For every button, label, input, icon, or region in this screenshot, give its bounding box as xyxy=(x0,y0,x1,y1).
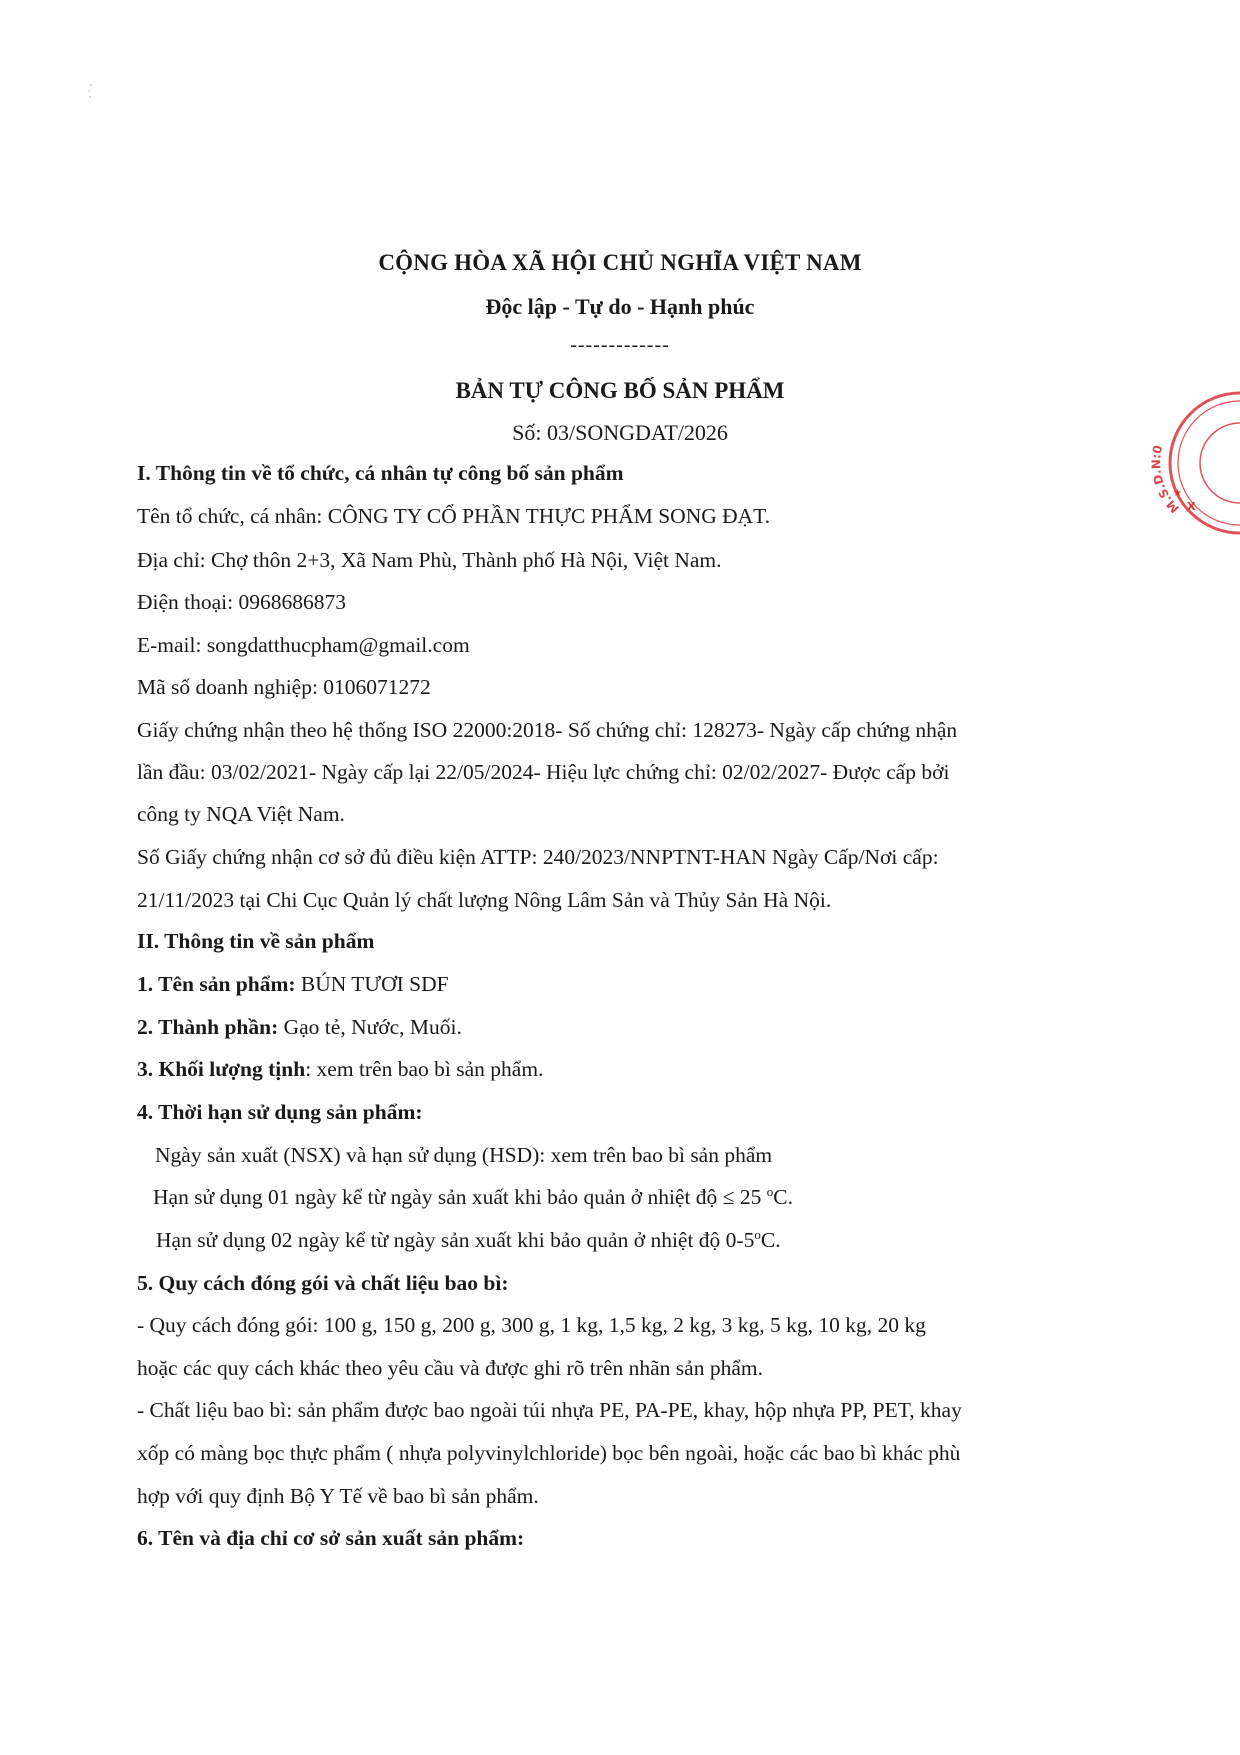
attp-certificate-line-1: Số Giấy chứng nhận cơ sở đủ điều kiện ATTP: 240/2023/NNPTNT-HAN Ngày Cấp/Nơi cấp: xyxy=(137,845,939,869)
packaging-line-3: - Chất liệu bao bì: sản phẩm được bao ngoài túi nhựa PE, PA-PE, khay, hộp nhựa PP, PET, khay xyxy=(137,1398,962,1422)
shelf-life-line-1: Ngày sản xuất (NSX) và hạn sử dụng (HSD): xem trên bao bì sản phẩm xyxy=(155,1143,773,1167)
motto: Độc lập - Tự do - Hạnh phúc xyxy=(485,294,755,319)
packaging-line-1: - Quy cách đóng gói: 100 g, 150 g, 200 g, 300 g, 1 kg, 1,5 kg, 2 kg, 3 kg, 5 kg, 10 kg, 20 kg xyxy=(137,1313,926,1337)
phone-line: Điện thoại: 0968686873 xyxy=(137,590,347,614)
packaging-line-5: hợp với quy định Bộ Y Tế về bao bì sản phẩm. xyxy=(137,1484,539,1508)
shelf-life-heading: 4. Thời hạn sử dụng sản phẩm: xyxy=(137,1100,423,1124)
shelf-life-line-3 xyxy=(156,1228,1140,1253)
ingredients-value: Gạo tẻ, Nước, Muối. xyxy=(278,1015,462,1039)
company-stamp xyxy=(1140,388,1240,538)
tax-code-line: Mã số doanh nghiệp: 0106071272 xyxy=(137,675,431,699)
ingredients-label: 2. Thành phần: xyxy=(137,1015,279,1039)
attp-certificate-line-2: 21/11/2023 tại Chi Cục Quản lý chất lượng Nông Lâm Sản và Thủy Sản Hà Nội. xyxy=(137,888,832,912)
section2-heading: II. Thông tin về sản phẩm xyxy=(137,929,375,953)
nation-title: CỘNG HÒA XÃ HỘI CHỦ NGHĨA VIỆT NAM xyxy=(378,250,862,275)
document-number: Số: 03/SONGDAT/2026 xyxy=(512,420,728,445)
packaging-heading: 5. Quy cách đóng gói và chất liệu bao bì: xyxy=(137,1271,509,1295)
packaging-line-2: hoặc các quy cách khác theo yêu cầu và được ghi rõ trên nhãn sản phẩm. xyxy=(137,1356,763,1380)
org-name-line: Tên tổ chức, cá nhân: CÔNG TY CỔ PHẦN THỰC PHẨM SONG ĐẠT. xyxy=(137,504,771,528)
celsius-unit: C. xyxy=(760,1228,781,1252)
packaging-line-4: xốp có màng bọc thực phẩm ( nhựa polyvinylchloride) bọc bên ngoài, hoặc các bao bì khác phù xyxy=(137,1441,961,1465)
celsius-unit: C. xyxy=(773,1185,793,1209)
iso-certificate-line-3: công ty NQA Việt Nam. xyxy=(137,802,345,826)
scan-speck xyxy=(86,82,96,100)
section1-heading: I. Thông tin về tổ chức, cá nhân tự công bố sản phẩm xyxy=(137,461,624,485)
degree-mark: o xyxy=(766,1183,774,1199)
stamp-text: M.S.D.N:0 xyxy=(1149,443,1183,516)
document-title: BẢN TỰ CÔNG BỐ SẢN PHẨM xyxy=(455,378,785,403)
stamp-star-icon: ★ xyxy=(1173,488,1182,499)
address-line: Địa chỉ: Chợ thôn 2+3, Xã Nam Phù, Thành phố Hà Nội, Việt Nam. xyxy=(137,548,722,572)
ingredients-row xyxy=(137,1015,1140,1040)
stamp-text-2: X xyxy=(1187,500,1196,513)
iso-certificate-line-2: lần đầu: 03/02/2021- Ngày cấp lại 22/05/2024- Hiệu lực chứng chỉ: 02/02/2027- Được cấp bởi xyxy=(137,760,950,784)
title-divider: ------------- xyxy=(570,334,670,356)
degree-mark: o xyxy=(754,1226,761,1242)
iso-certificate-line-1: Giấy chứng nhận theo hệ thống ISO 22000:2018- Số chứng chỉ: 128273- Ngày cấp chứng nhận xyxy=(137,718,958,742)
product-name-row xyxy=(137,972,1140,997)
net-weight-row xyxy=(137,1057,1140,1082)
net-weight-label: 3. Khối lượng tịnh xyxy=(137,1057,306,1081)
product-name-label: 1. Tên sản phẩm: xyxy=(137,972,296,996)
email-line: E-mail: songdatthucpham@gmail.com xyxy=(137,633,470,657)
svg-text:M.S.D.N:0 xyxy=(1149,444,1182,516)
manufacturer-heading: 6. Tên và địa chỉ cơ sở sản xuất sản phẩm: xyxy=(137,1526,525,1550)
product-name-value: BÚN TƯƠI SDF xyxy=(295,972,449,996)
shelf-life-line-2 xyxy=(153,1185,1140,1210)
shelf-life-line-2-text: Hạn sử dụng 01 ngày kể từ ngày sản xuất khi bảo quản ở nhiệt độ ≤ 25 xyxy=(153,1185,767,1209)
net-weight-value: : xem trên bao bì sản phẩm. xyxy=(305,1057,544,1081)
shelf-life-line-3-text: Hạn sử dụng 02 ngày kể từ ngày sản xuất khi bảo quản ở nhiệt độ 0-5 xyxy=(156,1228,755,1252)
